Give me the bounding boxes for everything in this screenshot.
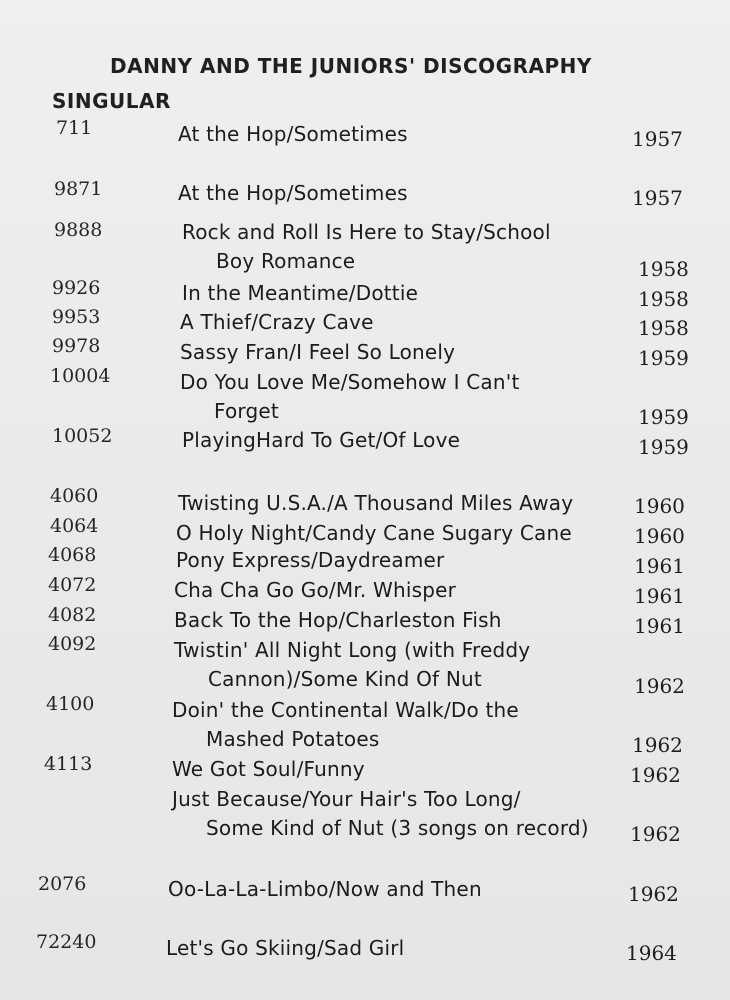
record-number: 4113 [44, 753, 93, 775]
record-title-line: In the Meantime/Dottie [182, 281, 419, 305]
record-title-line: Let's Go Skiing/Sad Girl [166, 936, 405, 960]
record-title-line: Rock and Roll Is Here to Stay/School [182, 220, 551, 244]
record-title-line: PlayingHard To Get/Of Love [182, 428, 461, 452]
record-number: 10004 [50, 365, 111, 387]
record-title-line: Doin' the Continental Walk/Do the [172, 698, 519, 722]
record-title-line: Twisting U.S.A./A Thousand Miles Away [178, 491, 574, 515]
record-title-line: Twistin' All Night Long (with Freddy [174, 638, 531, 662]
record-title-line: Oo-La-La-Limbo/Now and Then [168, 877, 482, 901]
record-number: 9871 [54, 178, 103, 200]
record-number: 4082 [48, 604, 97, 626]
record-year: 1961 [634, 614, 685, 638]
record-year: 1962 [632, 733, 683, 757]
record-title [172, 757, 365, 786]
record-year: 1962 [634, 674, 685, 698]
record-title [174, 638, 530, 691]
record-year: 1960 [634, 524, 685, 548]
record-title-line: Just Because/Your Hair's Too Long/ [172, 787, 521, 811]
record-number: 9953 [52, 306, 101, 328]
record-title-line: Forget [214, 399, 279, 423]
record-title [180, 310, 374, 339]
record-title [176, 548, 444, 577]
record-number: 2076 [38, 873, 87, 895]
record-title-line: Do You Love Me/Somehow I Can't [180, 370, 520, 394]
record-title [174, 578, 456, 607]
record-number: 4092 [48, 633, 97, 655]
record-title [166, 936, 404, 965]
record-title [176, 521, 572, 550]
record-title [172, 787, 589, 840]
record-number: 10052 [52, 425, 113, 447]
record-number: 4072 [48, 574, 97, 596]
record-year: 1958 [638, 257, 689, 281]
record-title [172, 698, 519, 751]
record-title [174, 608, 502, 637]
record-title [182, 220, 551, 273]
record-title [178, 122, 408, 151]
record-title-line: Boy Romance [216, 249, 356, 273]
record-number: 711 [56, 117, 93, 139]
record-year: 1959 [638, 435, 689, 459]
record-title-line: Sassy Fran/I Feel So Lonely [180, 340, 456, 364]
record-title [168, 877, 482, 906]
record-number: 9926 [52, 277, 101, 299]
record-title [182, 281, 418, 310]
record-year: 1959 [638, 405, 689, 429]
record-year: 1960 [634, 494, 685, 518]
record-year: 1961 [634, 554, 685, 578]
record-year: 1962 [630, 763, 681, 787]
record-title [178, 491, 573, 520]
record-title-line: Cannon)/Some Kind Of Nut [208, 667, 482, 691]
record-title [178, 181, 408, 210]
record-number: 9888 [54, 219, 103, 241]
record-year: 1962 [630, 822, 681, 846]
record-year: 1962 [628, 882, 679, 906]
record-number: 4100 [46, 693, 95, 715]
record-title-line: At the Hop/Sometimes [178, 181, 408, 205]
record-number: 4068 [48, 544, 97, 566]
record-title-line: Some Kind of Nut (3 songs on record) [206, 816, 589, 840]
record-title-line: Pony Express/Daydreamer [176, 548, 445, 572]
record-title-line: O Holy Night/Candy Cane Sugary Cane [176, 521, 572, 545]
record-title-line: At the Hop/Sometimes [178, 122, 408, 146]
record-title-line: A Thief/Crazy Cave [180, 310, 374, 334]
record-title-line: Mashed Potatoes [206, 727, 380, 751]
record-year: 1958 [638, 287, 689, 311]
page-title: DANNY AND THE JUNIORS' DISCOGRAPHY [110, 54, 592, 78]
record-title [182, 428, 460, 457]
record-number: 72240 [36, 931, 97, 953]
record-year: 1957 [632, 127, 683, 151]
record-year: 1957 [632, 186, 683, 210]
section-heading: SINGULAR [52, 89, 171, 113]
record-year: 1964 [626, 941, 677, 965]
record-year: 1961 [634, 584, 685, 608]
record-title [180, 370, 520, 423]
record-number: 9978 [52, 335, 101, 357]
record-number: 4064 [50, 515, 99, 537]
record-title-line: Cha Cha Go Go/Mr. Whisper [174, 578, 457, 602]
record-number: 4060 [50, 485, 99, 507]
record-year: 1959 [638, 346, 689, 370]
record-year: 1958 [638, 316, 689, 340]
record-title [180, 340, 455, 369]
record-title-line: We Got Soul/Funny [172, 757, 365, 781]
record-title-line: Back To the Hop/Charleston Fish [174, 608, 502, 632]
